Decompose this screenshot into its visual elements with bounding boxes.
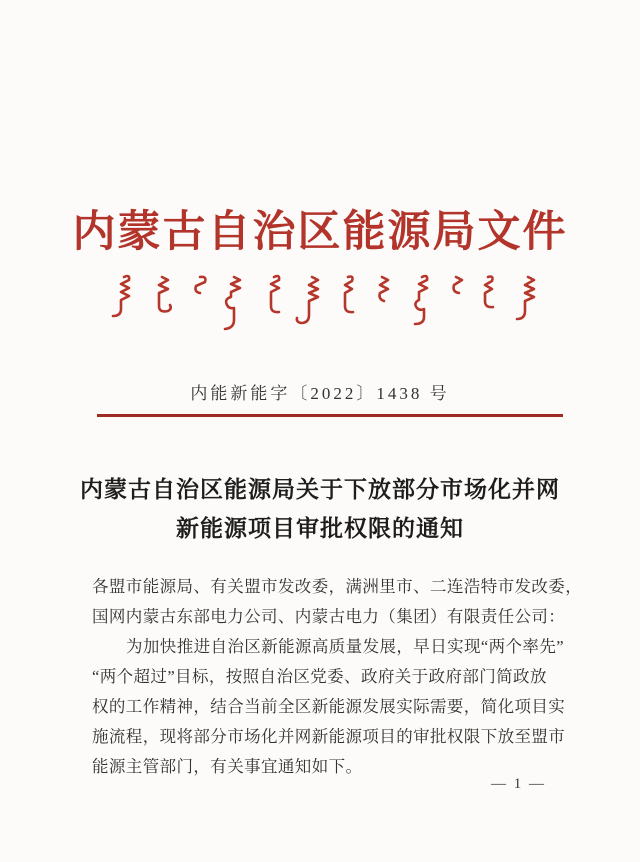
notice-title — [0, 470, 640, 548]
paragraph-line-5: 能源主管部门，有关事宜通知如下。 — [92, 757, 363, 776]
notice-title-line2: 新能源项目审批权限的通知 — [176, 516, 464, 541]
red-divider-line — [97, 414, 563, 417]
mongolian-script — [100, 274, 540, 340]
recipient-line-2: 国网内蒙古东部电力公司、内蒙古电力（集团）有限责任公司： — [92, 607, 566, 626]
paragraph-line-3: 权的工作精神，结合当前全区新能源发展实际需要，简化项目实 — [92, 697, 566, 716]
notice-title-line1: 内蒙古自治区能源局关于下放部分市场化并网 — [80, 477, 560, 502]
recipient-line-1: 各盟市能源局、有关盟市发改委，满洲里市、二连浩特市发改委， — [92, 577, 583, 596]
paragraph-line-1: 为加快推进自治区新能源高质量发展，早日实现“两个率先” — [126, 637, 564, 656]
page-number: — 1 — — [491, 776, 546, 792]
paragraph-line-4: 施流程，现将部分市场化并网新能源项目的审批权限下放至盟市 — [92, 727, 566, 746]
mongolian-script-glyphs — [100, 274, 540, 340]
document-header-title: 内蒙古自治区能源局文件 — [72, 209, 568, 256]
document-number: 内能新能字〔2022〕1438 号 — [190, 384, 450, 403]
document-body — [92, 572, 583, 782]
paragraph-line-2: “两个超过”目标，按照自治区党委、政府关于政府部门简政放 — [92, 667, 547, 686]
